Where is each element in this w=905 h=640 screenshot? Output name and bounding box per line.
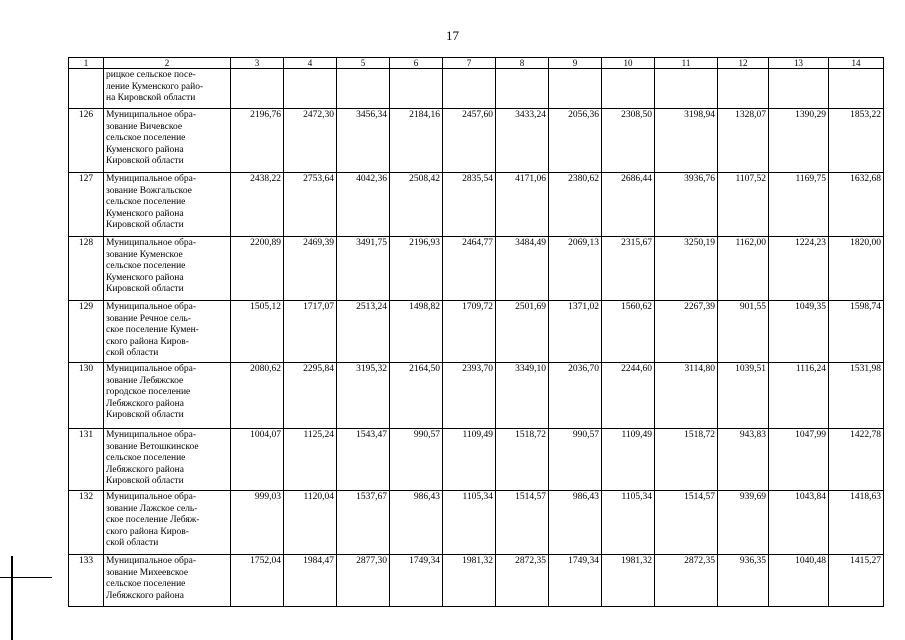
name-line: Муниципальное обра- bbox=[106, 556, 197, 566]
row-number-cell bbox=[69, 69, 104, 109]
name-line: зование Вичевское bbox=[106, 121, 183, 132]
value-cell-col-5: 1537,67 bbox=[337, 491, 390, 555]
column-header-1: 1 bbox=[69, 58, 104, 69]
row-number-cell: 127 bbox=[69, 173, 104, 237]
value-cell-col-9: 2380,62 bbox=[549, 173, 602, 237]
value-cell-col-9: 990,57 bbox=[549, 429, 602, 491]
value-cell-col-13: 1049,35 bbox=[769, 301, 829, 363]
value-cell-col-8: 3484,49 bbox=[496, 237, 549, 301]
value-cell-col-14: 1418,63 bbox=[829, 491, 884, 555]
name-line: Кировской области bbox=[106, 220, 184, 231]
left-margin-stroke bbox=[11, 556, 13, 640]
row-number-cell: 132 bbox=[69, 491, 104, 555]
column-header-13: 13 bbox=[769, 58, 829, 69]
name-line: зование Михеевское bbox=[106, 567, 189, 578]
value-cell-col-7: 2464,77 bbox=[443, 237, 496, 301]
name-line: Муниципальное обра- bbox=[106, 492, 197, 502]
value-cell-col-11: 3250,19 bbox=[655, 237, 718, 301]
name-line: Кировской области bbox=[106, 410, 184, 421]
row-number-cell: 130 bbox=[69, 363, 104, 429]
value-cell-col-11: 2267,39 bbox=[655, 301, 718, 363]
value-cell-col-7: 1105,34 bbox=[443, 491, 496, 555]
column-header-7: 7 bbox=[443, 58, 496, 69]
name-line: Муниципальное обра- bbox=[106, 430, 197, 440]
name-line: ского района Киров- bbox=[106, 336, 189, 347]
table-row bbox=[69, 109, 884, 173]
name-line: Муниципальное обра- bbox=[106, 110, 197, 120]
name-line: сельское поселение bbox=[106, 133, 186, 144]
value-cell-col-14: 1632,68 bbox=[829, 173, 884, 237]
value-cell-col-12: 939,69 bbox=[718, 491, 769, 555]
name-line: Муниципальное обра- bbox=[106, 174, 197, 184]
value-cell-col-8: 1518,72 bbox=[496, 429, 549, 491]
value-cell-col-5: 2877,30 bbox=[337, 555, 390, 607]
column-header-4: 4 bbox=[284, 58, 337, 69]
page-number: 17 bbox=[446, 28, 459, 43]
value-cell-col-12: 1328,07 bbox=[718, 109, 769, 173]
column-header-14: 14 bbox=[829, 58, 884, 69]
value-cell-col-5: 3456,34 bbox=[337, 109, 390, 173]
value-cell-col-3: 1004,07 bbox=[231, 429, 284, 491]
value-cell-col-3: 2080,62 bbox=[231, 363, 284, 429]
value-cell-col-5: 3491,75 bbox=[337, 237, 390, 301]
header-row bbox=[69, 58, 884, 69]
value-cell-col-8: 2872,35 bbox=[496, 555, 549, 607]
name-line: зование Лажское сель- bbox=[106, 503, 198, 514]
table-row bbox=[69, 301, 884, 363]
value-cell-col-3: 2196,76 bbox=[231, 109, 284, 173]
data-table bbox=[68, 57, 884, 607]
value-cell-col-12: 1039,51 bbox=[718, 363, 769, 429]
value-cell-col-3: 1752,04 bbox=[231, 555, 284, 607]
municipality-name-cell bbox=[104, 173, 231, 237]
name-line: зование Лебяжское bbox=[106, 375, 184, 386]
value-cell-col-6: 2184,16 bbox=[390, 109, 443, 173]
value-cell-col-9: 986,43 bbox=[549, 491, 602, 555]
column-header-12: 12 bbox=[718, 58, 769, 69]
name-line: на Кировской области bbox=[106, 93, 196, 104]
name-line: зование Речное сель- bbox=[106, 313, 192, 324]
value-cell-col-8: 3433,24 bbox=[496, 109, 549, 173]
municipality-name-cell bbox=[104, 109, 231, 173]
municipality-name-cell bbox=[104, 555, 231, 607]
name-line: ское поселение Лебяж- bbox=[106, 515, 200, 526]
name-line: Муниципальное обра- bbox=[106, 364, 197, 374]
table-row bbox=[69, 491, 884, 555]
name-line: ское поселение Кумен- bbox=[106, 325, 199, 336]
table-row bbox=[69, 173, 884, 237]
value-cell-col-3: 2200,89 bbox=[231, 237, 284, 301]
value-cell-col-13: 1040,48 bbox=[769, 555, 829, 607]
column-header-3: 3 bbox=[231, 58, 284, 69]
value-cell-col-4: 2469,39 bbox=[284, 237, 337, 301]
name-line: Лебяжского района bbox=[106, 398, 184, 409]
value-cell-col-14: 1820,00 bbox=[829, 237, 884, 301]
name-line: ской области bbox=[106, 538, 159, 549]
value-cell-col-10: 2308,50 bbox=[602, 109, 655, 173]
column-header-6: 6 bbox=[390, 58, 443, 69]
value-cell-col-6: 2164,50 bbox=[390, 363, 443, 429]
column-header-5: 5 bbox=[337, 58, 390, 69]
name-line: Куменского района bbox=[106, 272, 184, 283]
row-number-cell: 128 bbox=[69, 237, 104, 301]
name-line: Куменского района bbox=[106, 208, 184, 219]
value-cell-col-11: 3114,80 bbox=[655, 363, 718, 429]
value-cell-col-14: 1598,74 bbox=[829, 301, 884, 363]
name-line: Куменского района bbox=[106, 144, 184, 155]
value-cell-col-6: 1749,34 bbox=[390, 555, 443, 607]
value-cell-col-12: 936,35 bbox=[718, 555, 769, 607]
value-cell-col-11: 3936,76 bbox=[655, 173, 718, 237]
value-cell-col-4: 2753,64 bbox=[284, 173, 337, 237]
value-cell-col-14: 1853,22 bbox=[829, 109, 884, 173]
column-header-9: 9 bbox=[549, 58, 602, 69]
value-cell-col-7: 2393,70 bbox=[443, 363, 496, 429]
value-cell-col-10: 1109,49 bbox=[602, 429, 655, 491]
value-cell-col-14: 1422,78 bbox=[829, 429, 884, 491]
value-cell-col-10: 2686,44 bbox=[602, 173, 655, 237]
name-line: сельское поселение bbox=[106, 579, 186, 590]
value-cell-col-11: 1518,72 bbox=[655, 429, 718, 491]
value-cell-col-3: 1505,12 bbox=[231, 301, 284, 363]
column-header-2: 2 bbox=[104, 58, 231, 69]
value-cell-col-5: 3195,32 bbox=[337, 363, 390, 429]
value-cell-col-9: 1371,02 bbox=[549, 301, 602, 363]
name-line: рицкое сельское посе- bbox=[106, 70, 196, 80]
name-line: городское поселение bbox=[106, 387, 191, 398]
name-line: зование Куменское bbox=[106, 249, 183, 260]
name-line: Кировской области bbox=[106, 284, 184, 295]
value-cell-col-14: 1531,98 bbox=[829, 363, 884, 429]
value-cell-col-7: 1709,72 bbox=[443, 301, 496, 363]
table-row bbox=[69, 429, 884, 491]
municipality-name-cell bbox=[104, 69, 231, 109]
table-row bbox=[69, 237, 884, 301]
name-line: ление Куменского райо- bbox=[106, 81, 204, 92]
value-cell-col-11: 3198,94 bbox=[655, 109, 718, 173]
name-line: ского района Киров- bbox=[106, 526, 189, 537]
value-cell-col-10: 2244,60 bbox=[602, 363, 655, 429]
table-row bbox=[69, 363, 884, 429]
value-cell-col-5: 4042,36 bbox=[337, 173, 390, 237]
value-cell-col-11: 2872,35 bbox=[655, 555, 718, 607]
name-line: Муниципальное обра- bbox=[106, 238, 197, 248]
value-cell-col-13: 1043,84 bbox=[769, 491, 829, 555]
value-cell-col-9: 2036,70 bbox=[549, 363, 602, 429]
value-cell-col-4: 2295,84 bbox=[284, 363, 337, 429]
name-line: Лебяжского района bbox=[106, 464, 184, 475]
name-line: сельское поселение bbox=[106, 453, 186, 464]
municipality-name-cell bbox=[104, 237, 231, 301]
value-cell-col-4: 2472,30 bbox=[284, 109, 337, 173]
value-cell-col-10: 1105,34 bbox=[602, 491, 655, 555]
value-cell-col-6: 986,43 bbox=[390, 491, 443, 555]
value-cell-col-9: 2069,13 bbox=[549, 237, 602, 301]
value-cell-col-5: 2513,24 bbox=[337, 301, 390, 363]
value-cell-col-3: 2438,22 bbox=[231, 173, 284, 237]
value-cell-col-7: 1981,32 bbox=[443, 555, 496, 607]
value-cell-col-9: 2056,36 bbox=[549, 109, 602, 173]
value-cell-col-6: 2508,42 bbox=[390, 173, 443, 237]
value-cell-col-13: 1047,99 bbox=[769, 429, 829, 491]
name-line: Муниципальное обра- bbox=[106, 302, 197, 312]
name-line: зование Вожгальское bbox=[106, 185, 192, 196]
row-number-cell: 133 bbox=[69, 555, 104, 607]
value-cell-col-4: 1120,04 bbox=[284, 491, 337, 555]
table-row bbox=[69, 555, 884, 607]
name-line: Кировской области bbox=[106, 156, 184, 167]
name-line: сельское поселение bbox=[106, 197, 186, 208]
value-cell-col-4: 1984,47 bbox=[284, 555, 337, 607]
value-cell-col-3: 999,03 bbox=[231, 491, 284, 555]
municipality-name-cell bbox=[104, 491, 231, 555]
name-line: Кировской области bbox=[106, 476, 184, 487]
value-cell-col-8: 4171,06 bbox=[496, 173, 549, 237]
value-cell-col-8: 2501,69 bbox=[496, 301, 549, 363]
value-cell-col-11: 1514,57 bbox=[655, 491, 718, 555]
value-cell-col-10: 1981,32 bbox=[602, 555, 655, 607]
row-number-cell: 131 bbox=[69, 429, 104, 491]
value-cell-col-9: 1749,34 bbox=[549, 555, 602, 607]
name-line: сельское поселение bbox=[106, 261, 186, 272]
value-cell-col-4: 1717,07 bbox=[284, 301, 337, 363]
value-cell-col-12: 1162,00 bbox=[718, 237, 769, 301]
value-cell-col-13: 1169,75 bbox=[769, 173, 829, 237]
column-header-10: 10 bbox=[602, 58, 655, 69]
name-line: ской области bbox=[106, 348, 159, 359]
value-cell-col-8: 1514,57 bbox=[496, 491, 549, 555]
municipality-name-cell bbox=[104, 301, 231, 363]
value-cell-col-14: 1415,27 bbox=[829, 555, 884, 607]
value-cell-col-12: 1107,52 bbox=[718, 173, 769, 237]
value-cell-col-5: 1543,47 bbox=[337, 429, 390, 491]
row-number-cell: 129 bbox=[69, 301, 104, 363]
value-cell-col-8: 3349,10 bbox=[496, 363, 549, 429]
value-cell-col-6: 2196,93 bbox=[390, 237, 443, 301]
value-cell-col-12: 901,55 bbox=[718, 301, 769, 363]
value-cell-col-12: 943,83 bbox=[718, 429, 769, 491]
value-cell-col-7: 2835,54 bbox=[443, 173, 496, 237]
value-cell-col-13: 1116,24 bbox=[769, 363, 829, 429]
column-header-11: 11 bbox=[655, 58, 718, 69]
value-cell-col-7: 1109,49 bbox=[443, 429, 496, 491]
value-cell-col-13: 1390,29 bbox=[769, 109, 829, 173]
value-cell-col-7: 2457,60 bbox=[443, 109, 496, 173]
row-number-cell: 126 bbox=[69, 109, 104, 173]
value-cell-col-6: 1498,82 bbox=[390, 301, 443, 363]
name-line: Лебяжского района bbox=[106, 590, 184, 601]
continuation-row bbox=[69, 69, 884, 109]
left-margin-dash bbox=[0, 577, 52, 578]
value-cell-col-13: 1224,23 bbox=[769, 237, 829, 301]
value-cell-col-10: 2315,67 bbox=[602, 237, 655, 301]
value-cell-col-6: 990,57 bbox=[390, 429, 443, 491]
municipality-name-cell bbox=[104, 363, 231, 429]
name-line: зование Ветошкинское bbox=[106, 441, 199, 452]
value-cell-col-10: 1560,62 bbox=[602, 301, 655, 363]
municipality-name-cell bbox=[104, 429, 231, 491]
value-cell-col-4: 1125,24 bbox=[284, 429, 337, 491]
column-header-8: 8 bbox=[496, 58, 549, 69]
